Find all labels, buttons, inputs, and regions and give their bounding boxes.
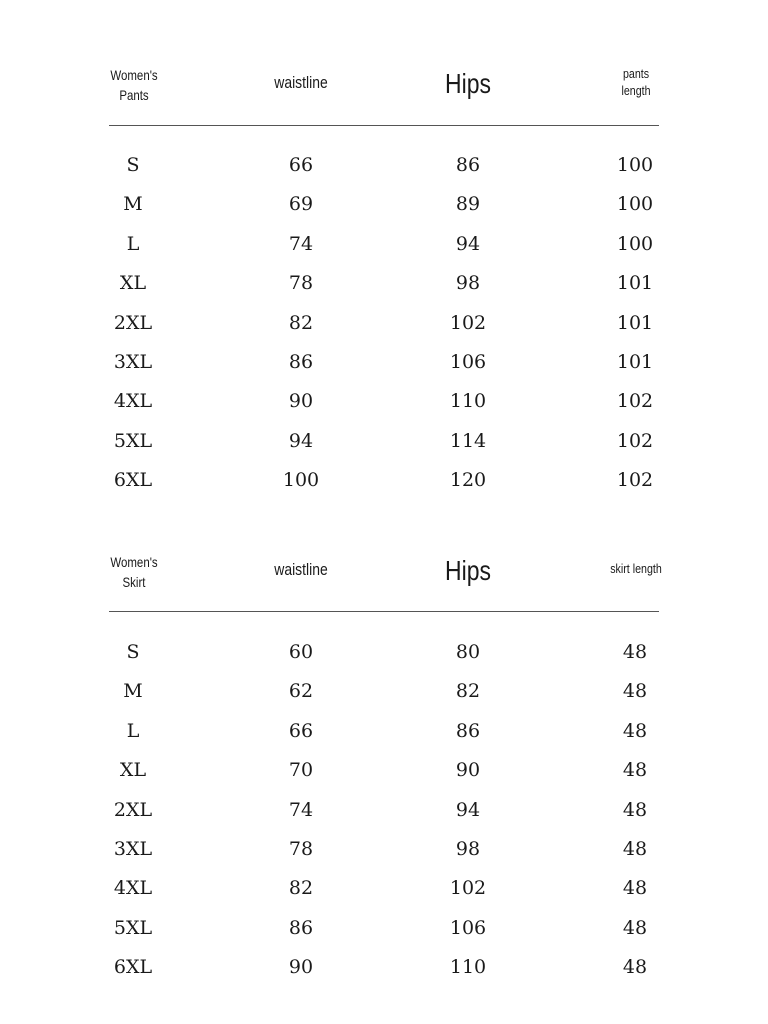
pants-hips-cell: 86 (455, 154, 481, 176)
skirt-hips-cell: 86 (455, 719, 481, 742)
pants-waistline-header: waistline (274, 73, 328, 92)
skirt-size-header-line1: Women's (110, 554, 158, 570)
pants-table-row (0, 382, 768, 421)
pants-size-cell: 4XL (113, 390, 153, 413)
skirt-size-cell: 5XL (113, 916, 153, 939)
skirt-length-header: skirt length (610, 561, 662, 576)
pants-hips-cell: 114 (449, 429, 487, 452)
pants-size-cell: S (126, 154, 140, 176)
pants-hips-cell: 102 (449, 311, 487, 334)
skirt-table-row (0, 869, 768, 908)
skirt-hips-cell: 90 (455, 759, 481, 782)
pants-size-cell: 6XL (113, 469, 153, 492)
skirt-length-cell: 48 (622, 680, 648, 703)
skirt-length-cell: 48 (622, 838, 648, 860)
skirt-waistline-cell: 82 (288, 877, 314, 900)
skirt-length-cell: 48 (622, 956, 648, 979)
pants-size-header (93, 65, 175, 105)
skirt-size-header-line2: Skirt (122, 574, 146, 590)
pants-table-row (0, 225, 768, 264)
pants-size-header-line1: Women's (110, 67, 158, 83)
pants-length-cell: 101 (616, 351, 654, 373)
skirt-table-row (0, 751, 768, 790)
skirt-table-row (0, 791, 768, 830)
pants-length-cell: 100 (616, 193, 654, 216)
pants-waistline-cell: 69 (288, 193, 314, 216)
skirt-hips-cell: 102 (449, 877, 487, 900)
pants-length-cell: 100 (616, 154, 654, 176)
pants-waistline-cell: 74 (288, 232, 314, 255)
skirt-waistline-header: waistline (274, 560, 328, 579)
pants-length-cell: 101 (616, 311, 654, 334)
pants-size-cell: 2XL (113, 311, 153, 334)
pants-table-row (0, 146, 768, 185)
skirt-waistline-cell: 74 (288, 798, 314, 821)
pants-size-header-line2: Pants (119, 87, 149, 103)
pants-length-header-line2: length (621, 83, 651, 98)
pants-table-row (0, 422, 768, 461)
skirt-size-cell: 3XL (113, 838, 153, 860)
skirt-table-row (0, 712, 768, 751)
skirt-waistline-cell: 70 (288, 759, 314, 782)
skirt-length-cell: 48 (622, 719, 648, 742)
pants-size-cell: 5XL (113, 429, 153, 452)
skirt-length-cell: 48 (622, 641, 648, 663)
pants-waistline-cell: 100 (282, 469, 320, 492)
pants-table-row (0, 343, 768, 382)
pants-waistline-cell: 78 (288, 272, 314, 295)
skirt-length-cell: 48 (622, 759, 648, 782)
skirt-hips-cell: 80 (455, 641, 481, 663)
pants-hips-header: Hips (445, 68, 491, 99)
pants-hips-cell: 98 (455, 272, 481, 295)
skirt-hips-cell: 110 (449, 956, 487, 979)
skirt-length-cell: 48 (622, 916, 648, 939)
skirt-table-row (0, 909, 768, 948)
pants-waistline-cell: 90 (288, 390, 314, 413)
skirt-hips-cell: 106 (449, 916, 487, 939)
skirt-length-cell: 48 (622, 798, 648, 821)
pants-hips-cell: 106 (449, 351, 487, 373)
pants-waistline-cell: 94 (288, 429, 314, 452)
pants-table-row (0, 461, 768, 500)
pants-size-cell: XL (119, 272, 147, 295)
skirt-waistline-cell: 78 (288, 838, 314, 860)
skirt-hips-cell: 94 (455, 798, 481, 821)
skirt-table-row (0, 672, 768, 711)
skirt-waistline-cell: 60 (288, 641, 314, 663)
pants-length-cell: 102 (616, 390, 654, 413)
pants-hips-cell: 110 (449, 390, 487, 413)
skirt-size-cell: S (126, 641, 140, 663)
skirt-waistline-cell: 90 (288, 956, 314, 979)
pants-size-cell: L (126, 232, 140, 255)
pants-hips-cell: 89 (455, 193, 481, 216)
skirt-length-cell: 48 (622, 877, 648, 900)
pants-length-cell: 101 (616, 272, 654, 295)
pants-waistline-cell: 66 (288, 154, 314, 176)
skirt-hips-cell: 98 (455, 838, 481, 860)
skirt-hips-header: Hips (445, 555, 491, 586)
skirt-size-cell: M (123, 680, 143, 703)
skirt-waistline-cell: 86 (288, 916, 314, 939)
pants-header-divider (109, 125, 659, 126)
pants-hips-cell: 120 (449, 469, 487, 492)
pants-table-row (0, 185, 768, 224)
pants-length-header (595, 65, 677, 99)
skirt-waistline-cell: 62 (288, 680, 314, 703)
skirt-header-divider (109, 611, 659, 612)
skirt-size-cell: 2XL (113, 798, 153, 821)
pants-length-cell: 100 (616, 232, 654, 255)
pants-size-cell: 3XL (113, 351, 153, 373)
pants-length-header-line1: pants (622, 66, 650, 81)
pants-table-row (0, 264, 768, 303)
skirt-table-row (0, 633, 768, 672)
skirt-size-cell: L (126, 719, 140, 742)
pants-waistline-cell: 82 (288, 311, 314, 334)
skirt-hips-cell: 82 (455, 680, 481, 703)
skirt-size-cell: 4XL (113, 877, 153, 900)
pants-hips-cell: 94 (455, 232, 481, 255)
pants-length-cell: 102 (616, 469, 654, 492)
skirt-waistline-cell: 66 (288, 719, 314, 742)
pants-length-cell: 102 (616, 429, 654, 452)
skirt-size-cell: 6XL (113, 956, 153, 979)
skirt-table-row (0, 948, 768, 987)
pants-table-row (0, 304, 768, 343)
skirt-size-cell: XL (119, 759, 147, 782)
skirt-table-row (0, 830, 768, 869)
pants-size-cell: M (123, 193, 143, 216)
skirt-size-header (93, 552, 175, 592)
pants-waistline-cell: 86 (288, 351, 314, 373)
